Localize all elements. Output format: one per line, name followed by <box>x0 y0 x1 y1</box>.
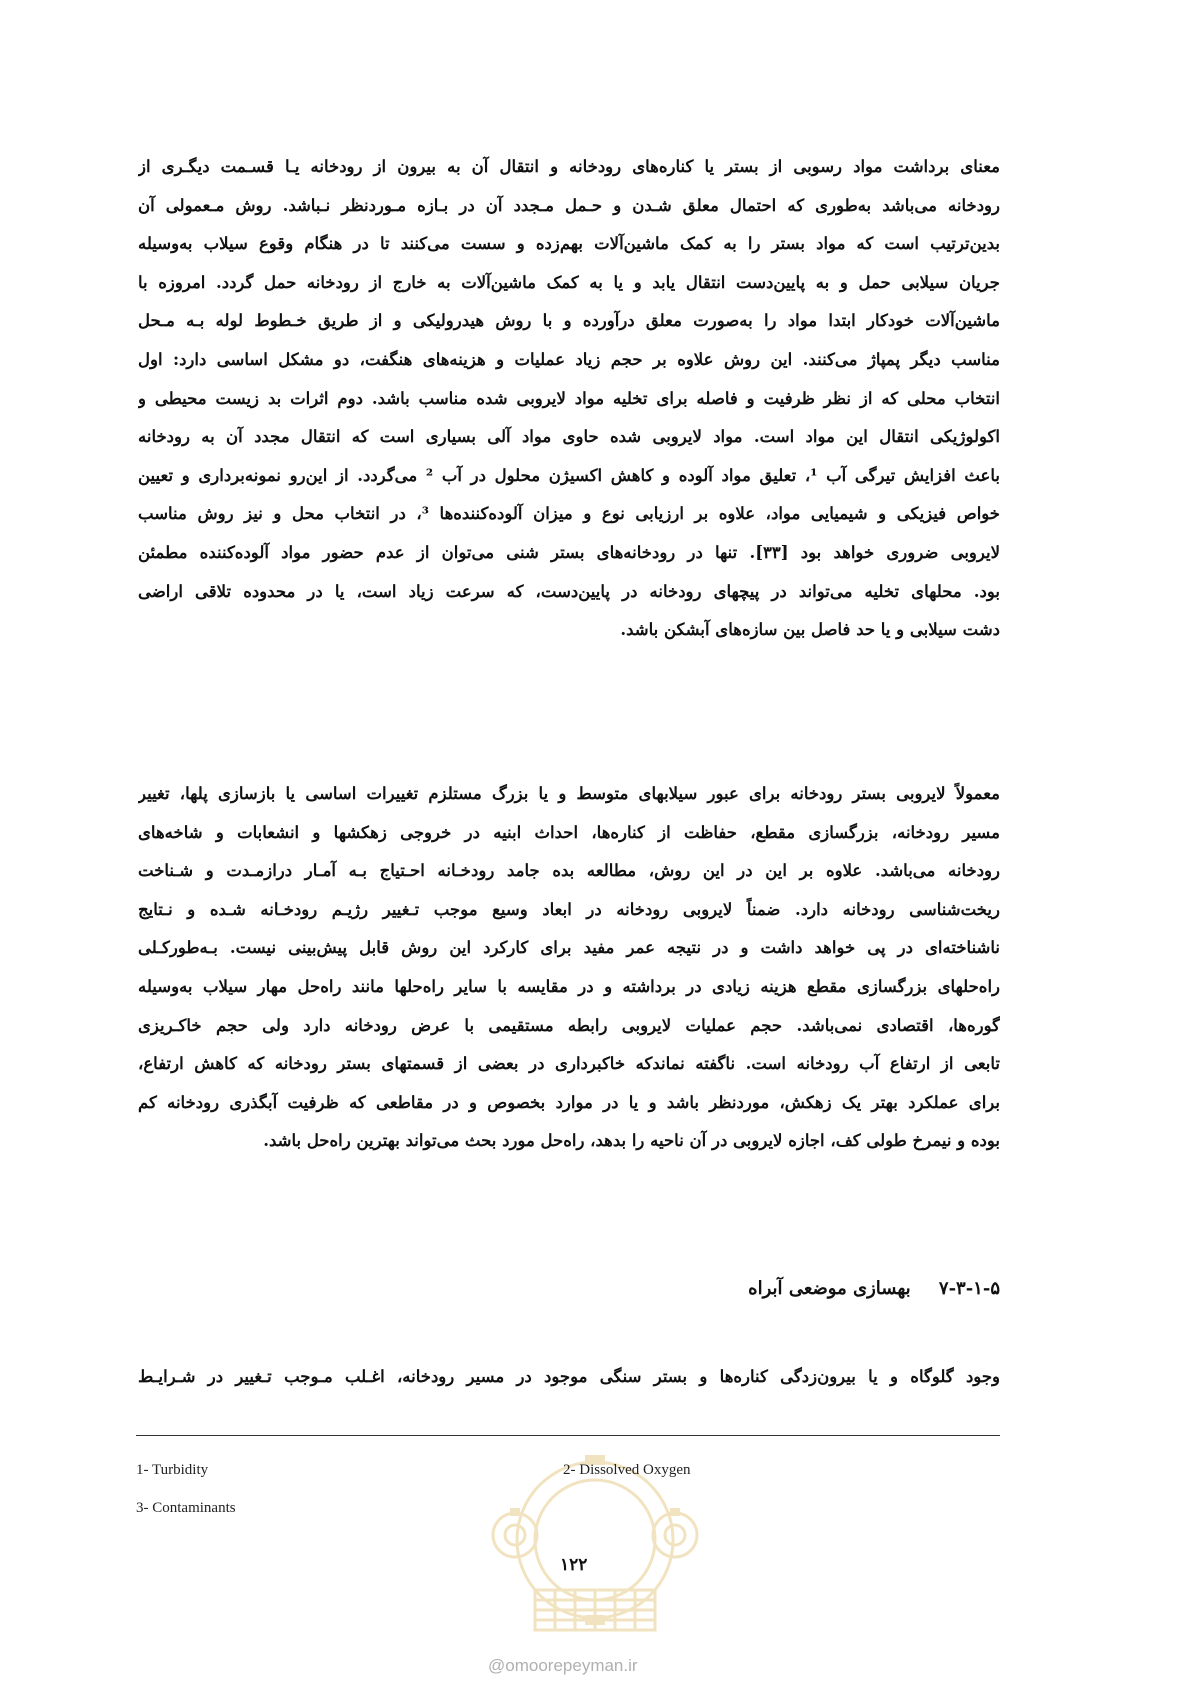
paragraph-2 <box>138 775 1000 1161</box>
paragraph-line: رودخانه می‌باشد. علاوه بر این در این روش، مطالعه بده جامد رودخـانه احـتیاج بـه آمـار درازمـدت و شـناخت <box>138 861 1000 881</box>
at-sign-icon: @ <box>488 1656 506 1675</box>
paragraph-line: لایروبی ضروری خواهد بود [۳۳]. تنها در رودخانه‌های بستر شنی می‌توان از عدم حضور مواد آلوده‌کننده مطمئن <box>138 542 1000 562</box>
paragraph-3 <box>138 1358 1000 1397</box>
section-title: بهسازی موضعی آبراه <box>748 1278 911 1299</box>
paragraph-line: بوده و نیمرخ طولی کف، اجازه لایروبی در آن ناحیه را بدهد، راه‌حل مورد بحث می‌تواند بهترین راه‌حل باشد. <box>263 1131 1000 1151</box>
paragraph-line: اکولوژیکی انتقال این مواد است. مواد لایروبی شده حاوی مواد آلی بسیاری است که انتقال مجدد آن به رودخانه <box>138 427 1000 447</box>
paragraph-line: معمولاً لایروبی بستر رودخانه برای عبور سیلابهای متوسط و یا بزرگ مستلزم تغییرات اساسی یا بازسازی پلها، تغییر <box>138 784 1000 803</box>
paragraph-line: ماشین‌آلات خودکار ابتدا مواد را به‌صورت معلق درآورده و با روش هیدرولیکی و از طریق خـطوط لوله بـه مـحل <box>138 311 1000 331</box>
paragraph-line: بود. محلهای تخلیه می‌تواند در پیچهای رودخانه در پایین‌دست، که سرعت زیاد است، یا در محدوده تلاقی اراضی <box>138 581 1000 601</box>
footnote-3: 3- Contaminants <box>136 1500 236 1516</box>
paragraph-line: باعث افزایش تیرگی آب ¹، تعلیق مواد آلوده و کاهش اکسیژن محلول در آب ² می‌گردد. از این‌رو نمونه‌برداری و تعیین <box>138 465 1000 485</box>
paragraph-line: راه‌حلهای بزرگسازی مقطع هزینه زیادی در برداشته و در مقایسه با سایر راه‌حلها مانند راه‌حل مهار سیلاب به‌وسیله <box>138 976 1000 996</box>
paragraph-1 <box>138 148 1000 650</box>
watermark-url <box>488 1656 638 1676</box>
footnote-2: 2- Dissolved Oxygen <box>563 1462 691 1478</box>
page-number: ۱۲۲ <box>560 1555 588 1575</box>
paragraph-line: رودخانه می‌باشد به‌طوری که احتمال معلق شـدن و حـمل مـجدد آن در بـازه مـوردنظر نـباشد. روش مـعمولی آن <box>138 195 1000 215</box>
watermark-url-text: omoorepeyman.ir <box>505 1656 638 1675</box>
paragraph-line: برای عملکرد بهتر یک زهکش، موردنظر باشد و یا در موارد بخصوص و در مقاطعی که ظرفیت آبگذری رودخانه کم <box>138 1092 1000 1112</box>
paragraph-line: مناسب دیگر پمپاژ می‌کنند. این روش علاوه بر حجم زیاد عملیات و هزینه‌های هنگفت، دو مشکل اساسی دارد: اول <box>138 349 1000 369</box>
paragraph-line: مسیر رودخانه، بزرگسازی مقطع، حفاظت از کناره‌ها، احداث ابنیه در خروجی زهکشها و انشعابات و شاخه‌های <box>138 822 1000 842</box>
paragraph-line: وجود گلوگاه و یا بیرون‌زدگی کناره‌ها و بستر سنگی موجود در مسیر رودخانه، اغـلب مـوجب تـغییر در شـرایـط <box>138 1367 1000 1386</box>
paragraph-line: انتخاب محلی که از نظر ظرفیت و فاصله برای تخلیه مواد لایروبی شده مناسب باشد. دوم اثرات بد زیست محیطی و <box>138 388 1000 408</box>
footnote-divider <box>136 1435 1000 1436</box>
paragraph-line: بدین‌ترتیب است که مواد بستر را به کمک ماشین‌آلات بهم‌زده و سست می‌کنند تا در هنگام وقوع سیلاب به‌وسیله <box>138 234 1000 254</box>
paragraph-line: تابعی از ارتفاع آب رودخانه است. ناگفته نماندکه خاکبرداری در بعضی از قسمتهای بستر رودخانه که کاهش ارتفاع، <box>138 1054 1000 1074</box>
section-heading <box>748 1278 1000 1299</box>
paragraph-line: گوره‌ها، اقتصادی نمی‌باشد. حجم عملیات لایروبی رابطه مستقیمی با عرض رودخانه دارد ولی حجم خاکـریزی <box>138 1015 1000 1035</box>
paragraph-line: جریان سیلابی حمل و به پایین‌دست انتقال یابد و یا به کمک ماشین‌آلات به خارج از رودخانه حمل گردد. امروزه با <box>138 272 1000 292</box>
paragraph-line: دشت سیلابی و یا حد فاصل بین سازه‌های آبشکن باشد. <box>620 620 1000 640</box>
footnote-1: 1- Turbidity <box>136 1462 209 1478</box>
section-number: ۷-۳-۱-۵ <box>938 1278 1000 1299</box>
paragraph-line: معنای برداشت مواد رسوبی از بستر یا کناره‌های رودخانه و انتقال آن به بیرون از رودخانه یـا قسـمت دیگـری از <box>138 157 1000 176</box>
paragraph-line: ناشناخته‌ای در پی خواهد داشت و در نتیجه عمر مفید برای کارکرد این روش قابل پیش‌بینی نیست. بـه‌طورکـلی <box>138 938 1000 958</box>
paragraph-line: خواص فیزیکی و شیمیایی مواد، علاوه بر ارزیابی نوع و میزان آلوده‌کننده‌ها ³، در انتخاب محل و نیز روش مناسب <box>138 504 1000 524</box>
paragraph-line: ریخت‌شناسی رودخانه دارد. ضمناً لایروبی رودخانه در ابعاد وسیع موجب تـغییر رژیـم رودخـانه شـده و نـتایج <box>138 899 1000 919</box>
